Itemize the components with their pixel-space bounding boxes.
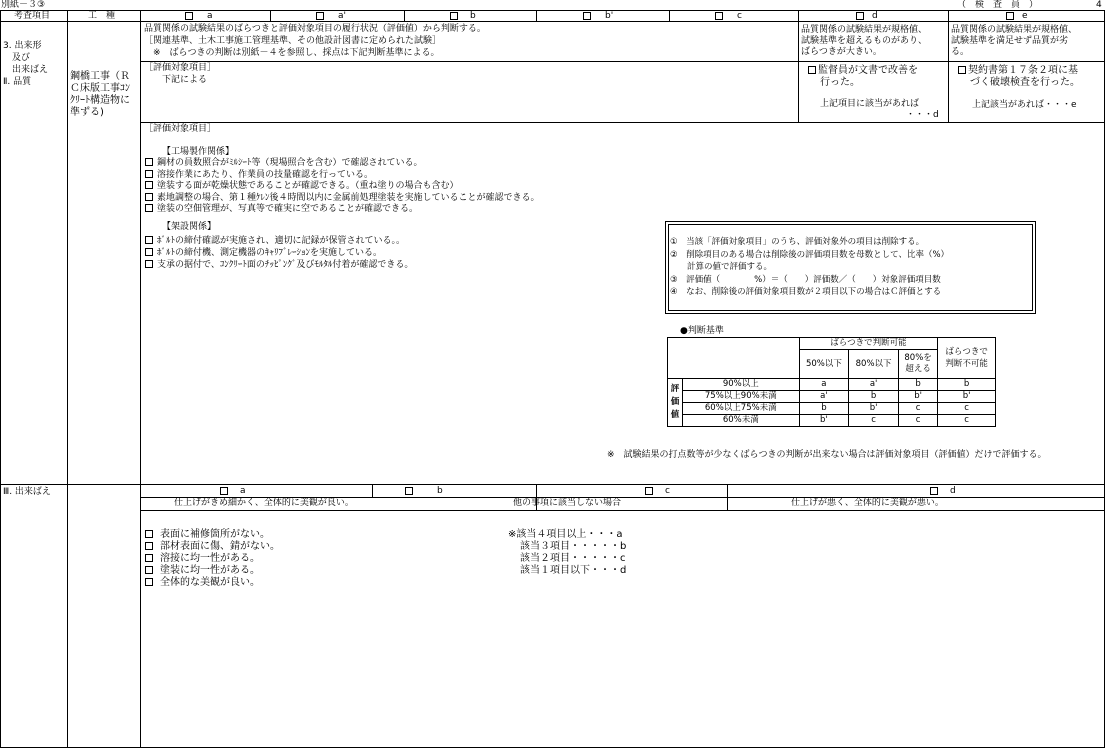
checkbox[interactable] [145, 204, 153, 212]
checkbox[interactable] [145, 542, 153, 550]
iii-grade-b: b [405, 486, 443, 496]
e-check-line: づく破壊検査を行った。 [970, 77, 1080, 88]
checkbox[interactable] [145, 578, 153, 586]
cell: a' [849, 379, 899, 391]
note-line: ③ 評価値（ %）＝（ ）評価数／（ ）対象評価項目数 [670, 274, 941, 285]
checkbox[interactable] [405, 487, 413, 495]
checkbox[interactable] [808, 66, 816, 74]
e-criteria-text [951, 25, 1077, 58]
grade-b-prime: b' [583, 11, 613, 21]
corner-cell [668, 338, 800, 379]
iii-sep-1 [372, 484, 373, 497]
e-text-line: る。 [951, 47, 970, 57]
checkbox[interactable] [645, 487, 653, 495]
criteria-title: ●判断基準 [680, 326, 724, 336]
e-text-line: 試験基準を満足せず品質が劣 [951, 36, 1069, 46]
iii-scoring [508, 529, 626, 577]
list-item-text: 支承の据付で、ｺﾝｸﾘｰﾄ面のﾁｯﾋﾟﾝｸﾞ及びﾓﾙﾀﾙ付着が確認できる。 [157, 260, 414, 270]
kind-col-line [140, 10, 141, 748]
item-line: Ⅱ. 品質 [3, 77, 32, 87]
left-border [0, 10, 1, 748]
erect-list [145, 235, 413, 271]
cell: a [799, 379, 849, 391]
group-header: ばらつきで判断可能 [799, 338, 938, 350]
kind-line: 鋼橋工事（Ｒ [70, 71, 130, 82]
list-item [145, 170, 540, 182]
checkbox[interactable] [1006, 12, 1014, 20]
iii-grade-d: d [930, 486, 956, 496]
e-check-block [958, 65, 1080, 89]
col-head-4: ばらつきで 判断不可能 [938, 338, 996, 379]
d-text-line: 試験基準を超えるものがあり、 [801, 36, 928, 46]
list-item-text: 塗装に均一性がある。 [160, 565, 260, 576]
d-check-line: 行った。 [820, 77, 860, 88]
main-eval-label: ［評価対象項目］ [144, 124, 217, 134]
cell: c [938, 403, 996, 415]
grade-e: e [1006, 11, 1028, 21]
d-footer-line: ・・・d [906, 110, 939, 120]
factory-list [145, 158, 540, 216]
footnote: ※ 試験結果の打点数等が少なくばらつきの判断が出来ない場合は評価対象項目（評価値）だけで評価する。 [607, 450, 1047, 460]
erect-title: 【架設関係】 [162, 222, 217, 232]
checkbox[interactable] [145, 248, 153, 256]
checkbox[interactable] [715, 12, 723, 20]
kind-line: ｸﾘｰﾄ構造物に [70, 95, 130, 106]
list-item-text: 塗装の空佃管理が、写真等で確実に空であることが確認できる。 [157, 204, 419, 214]
grade-a: a [185, 11, 213, 21]
iii-desc-c: 他の事項に該当しない場合 [513, 498, 622, 508]
checkbox[interactable] [958, 66, 966, 74]
doc-id: 別紙－３③ [1, 0, 46, 10]
bottom-border [0, 747, 1105, 748]
d-criteria-text [801, 25, 927, 58]
list-item-text: 鋼材の員数照合がﾐﾙｼｰﾄ等（現場照合を含む）で確認されている。 [157, 158, 423, 168]
d-check-block [808, 65, 918, 89]
checkbox[interactable] [583, 12, 591, 20]
scoring-line: 該当３項目・・・・・b [520, 541, 627, 552]
cell: b [938, 379, 996, 391]
list-item [145, 193, 540, 205]
checkbox[interactable] [930, 487, 938, 495]
section3-item [3, 40, 48, 88]
note-line: ② 削除項目のある場合は削除後の評価項目数を母数として、比率（%） [670, 249, 950, 260]
note-line: ④ なお、削除後の評価対象項目数が２項目以下の場合はＣ評価とする [670, 287, 942, 297]
inspector-label: （ 検 査 員 ） [957, 0, 1039, 10]
grade-sep-2 [404, 10, 405, 21]
sec-iii-desc-line [140, 510, 1105, 511]
list-item-text: ﾎﾞﾙﾄの締付機、測定機器のｷｬﾘﾌﾞﾚｰｼｮﾝを実施している。 [157, 248, 383, 258]
d-text-line: ばらつきが大きい。 [801, 47, 882, 57]
grade-sep-1 [270, 10, 271, 21]
item-line: 出来ばえ [3, 65, 49, 75]
col-head-3: 80%を 超える [898, 350, 937, 379]
cell: b' [799, 415, 849, 427]
row-label: 60%以上75%未満 [683, 403, 800, 415]
d-col-line [798, 10, 799, 122]
sec3-row2-line [140, 122, 1105, 123]
checkbox[interactable] [145, 181, 153, 189]
row-label: 60%未満 [683, 415, 800, 427]
list-item [145, 577, 280, 589]
quality-description [144, 23, 486, 59]
desc-line: ［関連基準、土木工事施工管理基準、その他設計図書に定められた試験］ [144, 36, 442, 46]
scoring-line: 該当２項目・・・・・c [520, 553, 626, 564]
header-bottom-line [0, 21, 1105, 22]
checkbox[interactable] [145, 530, 153, 538]
checkbox[interactable] [145, 554, 153, 562]
cell: c [898, 403, 937, 415]
e-col-line [948, 10, 949, 122]
cell: b' [849, 403, 899, 415]
iii-sep-3 [727, 484, 728, 510]
cell: b' [898, 391, 937, 403]
list-item-text: 溶接に均一性がある。 [160, 553, 260, 564]
list-item [145, 529, 280, 541]
list-item [145, 259, 413, 271]
desc-line: 品質関係の試験結果のばらつきと評価対象項目の履行状況（評価値）から判断する。 [144, 24, 486, 34]
list-item-text: 溶接作業にあたり、作業員の技量確認を行っている。 [157, 169, 374, 180]
col-head-2: 80%以下 [849, 350, 899, 379]
grade-a-prime: a' [316, 11, 346, 21]
grade-sep-3 [536, 10, 537, 21]
checkbox[interactable] [145, 170, 153, 178]
list-item [145, 158, 540, 170]
section3-kind [70, 71, 130, 119]
checkbox[interactable] [316, 12, 324, 20]
notes-text [670, 236, 949, 299]
list-item-text: 表面に補修箇所がない。 [160, 529, 270, 540]
cell: b [799, 403, 849, 415]
cell: b [898, 379, 937, 391]
grade-b: b [450, 11, 476, 21]
e-text-line: 品質関係の試験結果が規格値、 [951, 25, 1078, 35]
cell: c [849, 415, 899, 427]
kind-line: Ｃ床版工事ｺﾝ [70, 83, 130, 94]
item-col-line [67, 10, 68, 748]
section-iii-item: Ⅲ. 出来ばえ [3, 487, 51, 497]
d-footer [820, 99, 939, 121]
page-number: 4 [1096, 0, 1102, 10]
cell: c [938, 415, 996, 427]
header-kind: 工 種 [88, 10, 116, 21]
cell: a' [799, 391, 849, 403]
list-item [145, 541, 280, 553]
d-footer-line: 上記項目に該当があれば [820, 99, 920, 109]
item-line: 及び [3, 53, 31, 63]
col-head-1: 50%以下 [799, 350, 849, 379]
cell: b' [938, 391, 996, 403]
checkbox[interactable] [145, 193, 153, 201]
list-item [145, 235, 413, 247]
desc-line: ※ ばらつきの判断は別紙－４を参照し、採点は下記判断基準による。 [144, 48, 440, 58]
e-check-line: 契約書第１７条２項に基 [968, 65, 1078, 76]
list-item [145, 565, 280, 577]
checkbox[interactable] [145, 566, 153, 574]
sec3-row1-line [140, 61, 1105, 62]
iii-grade-c: c [645, 486, 670, 496]
criteria-table [667, 337, 996, 427]
scoring-line: 該当１項目以下・・・d [520, 565, 627, 576]
checkbox[interactable] [856, 12, 864, 20]
checkbox[interactable] [185, 12, 193, 20]
d-text-line: 品質関係の試験結果が規格値、 [801, 25, 928, 35]
scoring-line: ※該当４項目以上・・・a [508, 529, 623, 540]
kind-line: 準ずる) [70, 107, 104, 118]
row-label: 90%以上 [683, 379, 800, 391]
checkbox[interactable] [220, 487, 228, 495]
list-item-text: 素地調整の場合、第１種ｹﾚﾝ後４時間以内に金属前処理塗装を実施していることが確認できる。 [157, 192, 540, 203]
e-footer: 上記該当があれば・・・e [972, 100, 1077, 110]
grade-c: c [715, 11, 742, 21]
iii-grade-a: a [220, 486, 246, 496]
list-item [145, 247, 413, 259]
iii-desc-a: 仕上げがきめ細かく、全体的に美観が良い。 [174, 498, 354, 508]
checkbox[interactable] [145, 158, 153, 166]
list-item-text: ﾎﾞﾙﾄの締付確認が実施され、適切に記録が保管されている。。 [157, 236, 406, 246]
list-item [145, 181, 540, 193]
cell: b [849, 391, 899, 403]
list-item-text: 塗装する面が乾燥状態であることが確認できる。（重ね塗りの場合も含む） [157, 181, 459, 191]
grade-sep-4 [669, 10, 670, 21]
eval-label: ［評価対象項目］ [144, 63, 217, 73]
checkbox[interactable] [450, 12, 458, 20]
item-line: 3. 出来形 [3, 41, 42, 51]
iii-desc-d: 仕上げが悪く、全体的に美観が悪い。 [791, 498, 944, 508]
row-head: 評 価 値 [668, 379, 683, 427]
note-line: ① 当該「評価対象項目」のうち、評価対象外の項目は削除する。 [670, 237, 925, 247]
list-item [145, 553, 280, 565]
checkbox[interactable] [145, 236, 153, 244]
iii-check-list [145, 529, 280, 589]
note-line: 計算の値で評価する。 [670, 262, 773, 272]
checkbox[interactable] [145, 260, 153, 268]
list-item [145, 204, 540, 216]
grade-d: d [856, 11, 878, 21]
row-label: 75%以上90%未満 [683, 391, 800, 403]
cell: c [898, 415, 937, 427]
list-item-text: 部材表面に傷、錆がない。 [160, 541, 280, 552]
top-border [0, 10, 1105, 11]
list-item-text: 全体的な美観が良い。 [160, 577, 260, 588]
sec3-bottom-line [0, 484, 1105, 485]
factory-title: 【工場製作関係】 [162, 147, 235, 157]
header-item: 考査項目 [14, 10, 51, 21]
d-check-line: 監督員が文書で改善を [818, 65, 918, 76]
eval-note: 下記による [162, 75, 208, 85]
